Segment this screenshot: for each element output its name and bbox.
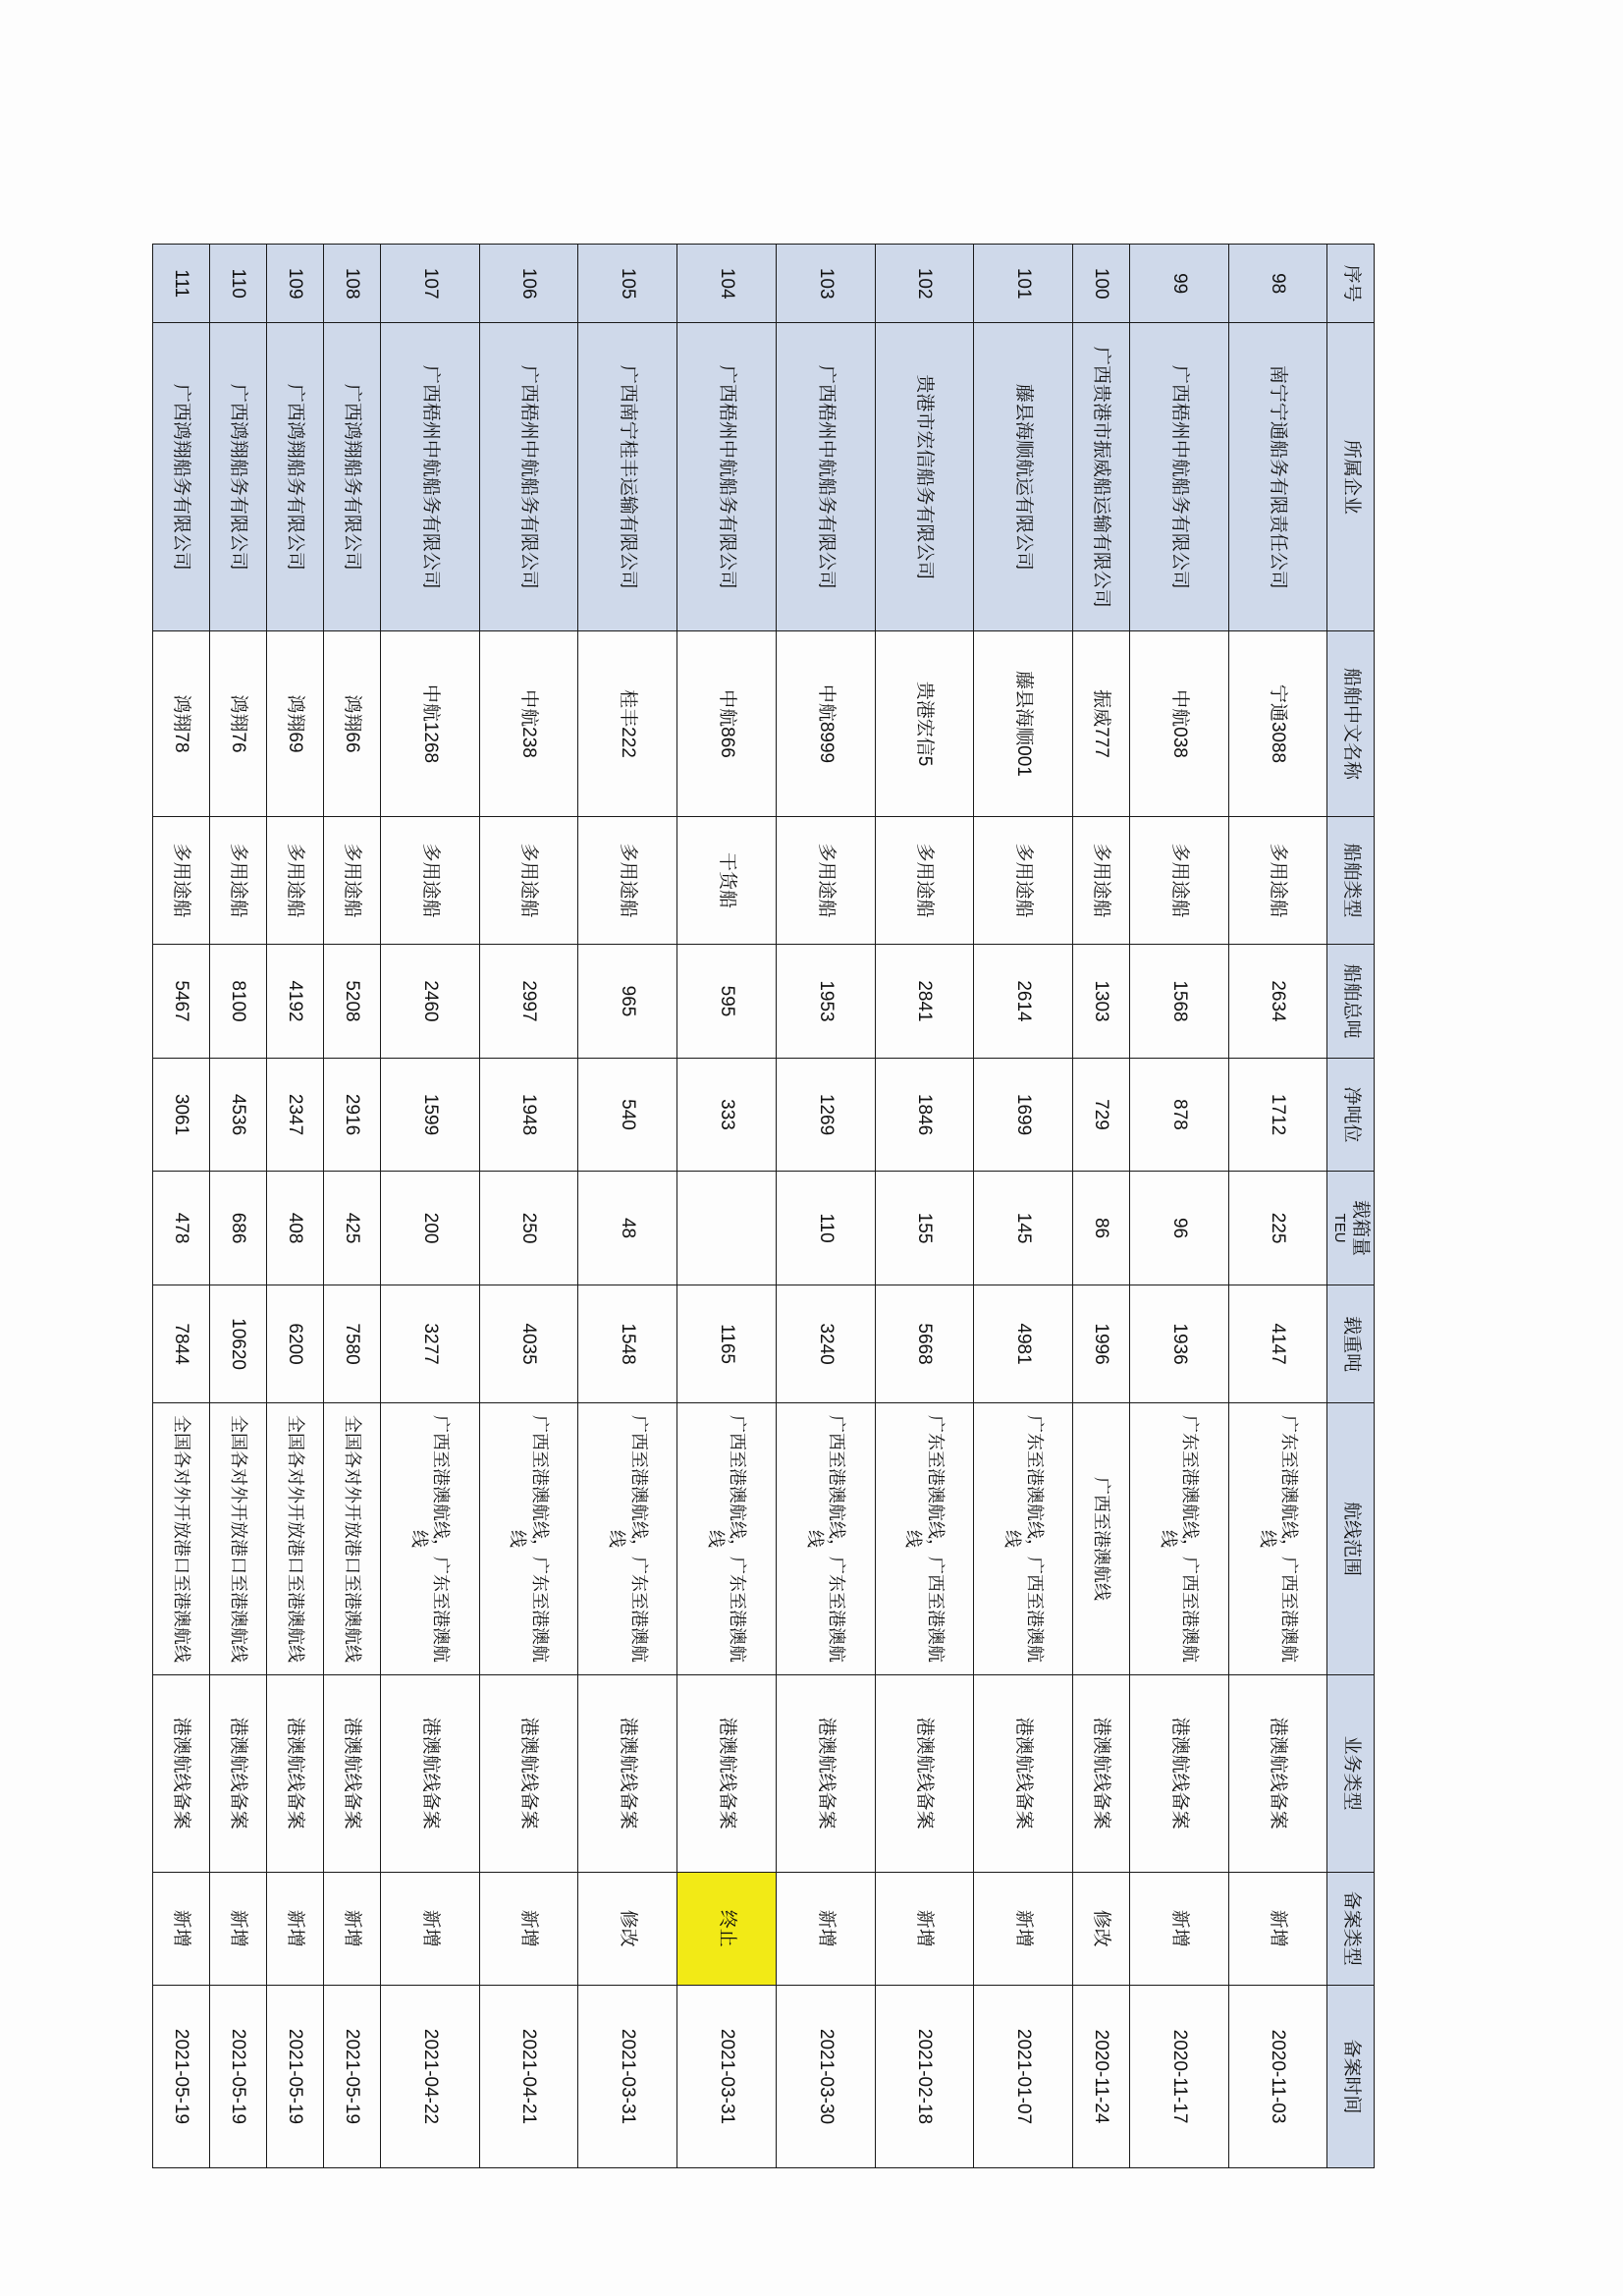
cell-record-type: 修改 <box>1073 1872 1130 1986</box>
cell-ship-name: 振威777 <box>1073 631 1130 816</box>
cell-record-date: 2021-01-07 <box>974 1986 1073 2168</box>
cell-deadweight: 5668 <box>875 1285 974 1403</box>
cell-route-range: 广西至港澳航线，广东至港澳航线 <box>479 1403 578 1674</box>
cell-company: 藤县海顺航运有限公司 <box>974 323 1073 631</box>
cell-ship-type: 多用途船 <box>1130 816 1229 945</box>
cell-business-type: 港澳航线备案 <box>578 1674 677 1872</box>
cell-net-tonnage: 2347 <box>266 1058 323 1172</box>
cell-index: 101 <box>974 245 1073 323</box>
cell-gross-tonnage: 4192 <box>266 945 323 1059</box>
cell-business-type: 港澳航线备案 <box>875 1674 974 1872</box>
cell-company: 广西贵港市振威船运输有限公司 <box>1073 323 1130 631</box>
cell-gross-tonnage: 5467 <box>153 945 210 1059</box>
cell-deadweight: 1165 <box>677 1285 777 1403</box>
cell-teu: 686 <box>210 1172 267 1285</box>
cell-ship-type: 多用途船 <box>153 816 210 945</box>
table-body <box>153 245 1328 2168</box>
cell-ship-name: 中航038 <box>1130 631 1229 816</box>
cell-route-range: 广西至港澳航线，广东至港澳航线 <box>578 1403 677 1674</box>
cell-record-date: 2021-05-19 <box>153 1986 210 2168</box>
cell-gross-tonnage: 2841 <box>875 945 974 1059</box>
cell-record-date: 2021-03-31 <box>677 1986 777 2168</box>
cell-deadweight: 3277 <box>380 1285 479 1403</box>
cell-deadweight: 1936 <box>1130 1285 1229 1403</box>
cell-business-type: 港澳航线备案 <box>1073 1674 1130 1872</box>
cell-ship-name: 桂丰222 <box>578 631 677 816</box>
cell-business-type: 港澳航线备案 <box>323 1674 380 1872</box>
cell-ship-type: 多用途船 <box>875 816 974 945</box>
cell-ship-name: 宁通3088 <box>1228 631 1327 816</box>
header-index: 序号 <box>1327 245 1375 323</box>
cell-ship-name: 藤县海顺001 <box>974 631 1073 816</box>
cell-record-date: 2021-03-31 <box>578 1986 677 2168</box>
cell-index: 102 <box>875 245 974 323</box>
cell-ship-name: 中航238 <box>479 631 578 816</box>
table-row <box>479 245 578 2168</box>
cell-ship-name: 鸿翔66 <box>323 631 380 816</box>
cell-route-range: 全国各对外开放港口至港澳航线 <box>210 1403 267 1674</box>
cell-gross-tonnage: 2614 <box>974 945 1073 1059</box>
cell-deadweight: 4035 <box>479 1285 578 1403</box>
cell-ship-type: 多用途船 <box>479 816 578 945</box>
cell-index: 111 <box>153 245 210 323</box>
table-header-row <box>1327 245 1375 2168</box>
cell-record-type: 新增 <box>479 1872 578 1986</box>
cell-index: 100 <box>1073 245 1130 323</box>
header-gross-tonnage: 船舶总吨 <box>1327 945 1375 1059</box>
cell-record-type: 新增 <box>323 1872 380 1986</box>
table-row <box>1130 245 1229 2168</box>
cell-gross-tonnage: 595 <box>677 945 777 1059</box>
cell-company: 广西鸿翔船务有限公司 <box>323 323 380 631</box>
cell-net-tonnage: 333 <box>677 1058 777 1172</box>
table-row <box>380 245 479 2168</box>
cell-route-range: 全国各对外开放港口至港澳航线 <box>153 1403 210 1674</box>
cell-ship-type: 多用途船 <box>1228 816 1327 945</box>
cell-business-type: 港澳航线备案 <box>1228 1674 1327 1872</box>
header-deadweight: 载重吨 <box>1327 1285 1375 1403</box>
cell-net-tonnage: 878 <box>1130 1058 1229 1172</box>
cell-gross-tonnage: 2634 <box>1228 945 1327 1059</box>
cell-record-type: 新增 <box>1228 1872 1327 1986</box>
cell-route-range: 广西至港澳航线，广东至港澳航线 <box>776 1403 875 1674</box>
cell-company: 广西鸿翔船务有限公司 <box>153 323 210 631</box>
cell-business-type: 港澳航线备案 <box>776 1674 875 1872</box>
cell-record-type: 新增 <box>380 1872 479 1986</box>
cell-gross-tonnage: 8100 <box>210 945 267 1059</box>
table-row <box>266 245 323 2168</box>
cell-route-range: 广东至港澳航线，广西至港澳航线 <box>1228 1403 1327 1674</box>
cell-ship-name: 鸿翔78 <box>153 631 210 816</box>
cell-record-date: 2021-04-22 <box>380 1986 479 2168</box>
cell-record-type: 新增 <box>974 1872 1073 1986</box>
cell-ship-type: 多用途船 <box>578 816 677 945</box>
cell-record-type: 新增 <box>1130 1872 1229 1986</box>
cell-ship-type: 多用途船 <box>380 816 479 945</box>
cell-deadweight: 7844 <box>153 1285 210 1403</box>
header-route-range: 航线范围 <box>1327 1403 1375 1674</box>
cell-index: 104 <box>677 245 777 323</box>
cell-company: 南宁宁通船务有限责任公司 <box>1228 323 1327 631</box>
cell-business-type: 港澳航线备案 <box>153 1674 210 1872</box>
cell-teu: 200 <box>380 1172 479 1285</box>
cell-deadweight: 7580 <box>323 1285 380 1403</box>
cell-net-tonnage: 2916 <box>323 1058 380 1172</box>
cell-company: 广西梧州中航船务有限公司 <box>380 323 479 631</box>
cell-net-tonnage: 1712 <box>1228 1058 1327 1172</box>
table-row <box>1073 245 1130 2168</box>
cell-record-date: 2021-05-19 <box>323 1986 380 2168</box>
header-teu-label: 载箱量 <box>1350 1200 1371 1257</box>
cell-ship-name: 中航866 <box>677 631 777 816</box>
cell-business-type: 港澳航线备案 <box>974 1674 1073 1872</box>
header-teu <box>1327 1172 1375 1285</box>
cell-ship-type: 干货船 <box>677 816 777 945</box>
cell-business-type: 港澳航线备案 <box>266 1674 323 1872</box>
header-ship-type: 船舶类型 <box>1327 816 1375 945</box>
cell-record-date: 2020-11-17 <box>1130 1986 1229 2168</box>
cell-company: 广西梧州中航船务有限公司 <box>677 323 777 631</box>
cell-gross-tonnage: 1953 <box>776 945 875 1059</box>
cell-gross-tonnage: 1568 <box>1130 945 1229 1059</box>
cell-record-type: 终止 <box>677 1872 777 1986</box>
cell-record-type: 新增 <box>266 1872 323 1986</box>
header-teu-unit: TEU <box>1331 1213 1349 1243</box>
table-row <box>578 245 677 2168</box>
cell-business-type: 港澳航线备案 <box>380 1674 479 1872</box>
cell-route-range: 全国各对外开放港口至港澳航线 <box>323 1403 380 1674</box>
cell-teu: 225 <box>1228 1172 1327 1285</box>
cell-company: 广西南宁桂丰运输有限公司 <box>578 323 677 631</box>
cell-net-tonnage: 1269 <box>776 1058 875 1172</box>
table-row <box>776 245 875 2168</box>
header-net-tonnage: 净吨位 <box>1327 1058 1375 1172</box>
cell-teu: 250 <box>479 1172 578 1285</box>
vessel-record-table <box>152 244 1375 2168</box>
cell-net-tonnage: 1846 <box>875 1058 974 1172</box>
cell-ship-name: 中航8999 <box>776 631 875 816</box>
cell-index: 98 <box>1228 245 1327 323</box>
header-ship-name: 船舶中文名称 <box>1327 631 1375 816</box>
cell-teu: 145 <box>974 1172 1073 1285</box>
rotated-table-wrapper <box>152 244 1375 2168</box>
cell-business-type: 港澳航线备案 <box>1130 1674 1229 1872</box>
cell-gross-tonnage: 5208 <box>323 945 380 1059</box>
cell-ship-type: 多用途船 <box>1073 816 1130 945</box>
cell-deadweight: 6200 <box>266 1285 323 1403</box>
cell-index: 109 <box>266 245 323 323</box>
cell-route-range: 广东至港澳航线，广西至港澳航线 <box>1130 1403 1229 1674</box>
cell-company: 广西梧州中航船务有限公司 <box>479 323 578 631</box>
cell-route-range: 广西至港澳航线，广东至港澳航线 <box>380 1403 479 1674</box>
cell-ship-name: 中航1268 <box>380 631 479 816</box>
cell-deadweight: 10620 <box>210 1285 267 1403</box>
cell-route-range: 广东至港澳航线，广西至港澳航线 <box>875 1403 974 1674</box>
cell-record-type: 新增 <box>875 1872 974 1986</box>
cell-net-tonnage: 540 <box>578 1058 677 1172</box>
cell-deadweight: 4147 <box>1228 1285 1327 1403</box>
cell-teu <box>677 1172 777 1285</box>
cell-route-range: 广东至港澳航线，广西至港澳航线 <box>974 1403 1073 1674</box>
table-row <box>210 245 267 2168</box>
cell-teu: 110 <box>776 1172 875 1285</box>
cell-company: 广西鸿翔船务有限公司 <box>210 323 267 631</box>
cell-record-type: 新增 <box>776 1872 875 1986</box>
table-row <box>1228 245 1327 2168</box>
cell-ship-type: 多用途船 <box>266 816 323 945</box>
cell-net-tonnage: 1699 <box>974 1058 1073 1172</box>
cell-index: 106 <box>479 245 578 323</box>
cell-index: 110 <box>210 245 267 323</box>
cell-gross-tonnage: 2997 <box>479 945 578 1059</box>
cell-teu: 48 <box>578 1172 677 1285</box>
cell-route-range: 全国各对外开放港口至港澳航线 <box>266 1403 323 1674</box>
cell-net-tonnage: 3061 <box>153 1058 210 1172</box>
cell-teu: 478 <box>153 1172 210 1285</box>
cell-ship-name: 贵港宏信5 <box>875 631 974 816</box>
header-company: 所属企业 <box>1327 323 1375 631</box>
cell-business-type: 港澳航线备案 <box>210 1674 267 1872</box>
cell-index: 108 <box>323 245 380 323</box>
cell-record-date: 2021-02-18 <box>875 1986 974 2168</box>
cell-deadweight: 1996 <box>1073 1285 1130 1403</box>
cell-record-type: 修改 <box>578 1872 677 1986</box>
cell-teu: 86 <box>1073 1172 1130 1285</box>
cell-business-type: 港澳航线备案 <box>479 1674 578 1872</box>
cell-ship-type: 多用途船 <box>974 816 1073 945</box>
cell-ship-type: 多用途船 <box>776 816 875 945</box>
table-row <box>875 245 974 2168</box>
table-row <box>323 245 380 2168</box>
cell-record-date: 2021-04-21 <box>479 1986 578 2168</box>
table-row <box>153 245 210 2168</box>
cell-company: 贵港市宏信船务有限公司 <box>875 323 974 631</box>
cell-gross-tonnage: 1303 <box>1073 945 1130 1059</box>
cell-index: 105 <box>578 245 677 323</box>
cell-company: 广西梧州中航船务有限公司 <box>1130 323 1229 631</box>
cell-index: 99 <box>1130 245 1229 323</box>
header-record-type: 备案类型 <box>1327 1872 1375 1986</box>
cell-deadweight: 4981 <box>974 1285 1073 1403</box>
cell-record-date: 2020-11-03 <box>1228 1986 1327 2168</box>
header-business-type: 业务类型 <box>1327 1674 1375 1872</box>
cell-ship-type: 多用途船 <box>323 816 380 945</box>
cell-record-type: 新增 <box>210 1872 267 1986</box>
cell-teu: 96 <box>1130 1172 1229 1285</box>
cell-company: 广西梧州中航船务有限公司 <box>776 323 875 631</box>
cell-teu: 425 <box>323 1172 380 1285</box>
cell-net-tonnage: 4536 <box>210 1058 267 1172</box>
cell-route-range: 广西至港澳航线 <box>1073 1403 1130 1674</box>
cell-record-date: 2021-05-19 <box>266 1986 323 2168</box>
cell-route-range: 广西至港澳航线，广东至港澳航线 <box>677 1403 777 1674</box>
cell-company: 广西鸿翔船务有限公司 <box>266 323 323 631</box>
cell-ship-name: 鸿翔69 <box>266 631 323 816</box>
cell-index: 107 <box>380 245 479 323</box>
cell-deadweight: 1548 <box>578 1285 677 1403</box>
cell-net-tonnage: 1948 <box>479 1058 578 1172</box>
cell-ship-name: 鸿翔76 <box>210 631 267 816</box>
cell-net-tonnage: 729 <box>1073 1058 1130 1172</box>
cell-gross-tonnage: 965 <box>578 945 677 1059</box>
cell-record-date: 2020-11-24 <box>1073 1986 1130 2168</box>
cell-record-date: 2021-05-19 <box>210 1986 267 2168</box>
cell-business-type: 港澳航线备案 <box>677 1674 777 1872</box>
header-record-date: 备案时间 <box>1327 1986 1375 2168</box>
cell-record-type: 新增 <box>153 1872 210 1986</box>
table-row <box>974 245 1073 2168</box>
cell-teu: 155 <box>875 1172 974 1285</box>
cell-record-date: 2021-03-30 <box>776 1986 875 2168</box>
cell-teu: 408 <box>266 1172 323 1285</box>
table-row <box>677 245 777 2168</box>
cell-gross-tonnage: 2460 <box>380 945 479 1059</box>
cell-ship-type: 多用途船 <box>210 816 267 945</box>
cell-deadweight: 3240 <box>776 1285 875 1403</box>
cell-net-tonnage: 1599 <box>380 1058 479 1172</box>
cell-index: 103 <box>776 245 875 323</box>
